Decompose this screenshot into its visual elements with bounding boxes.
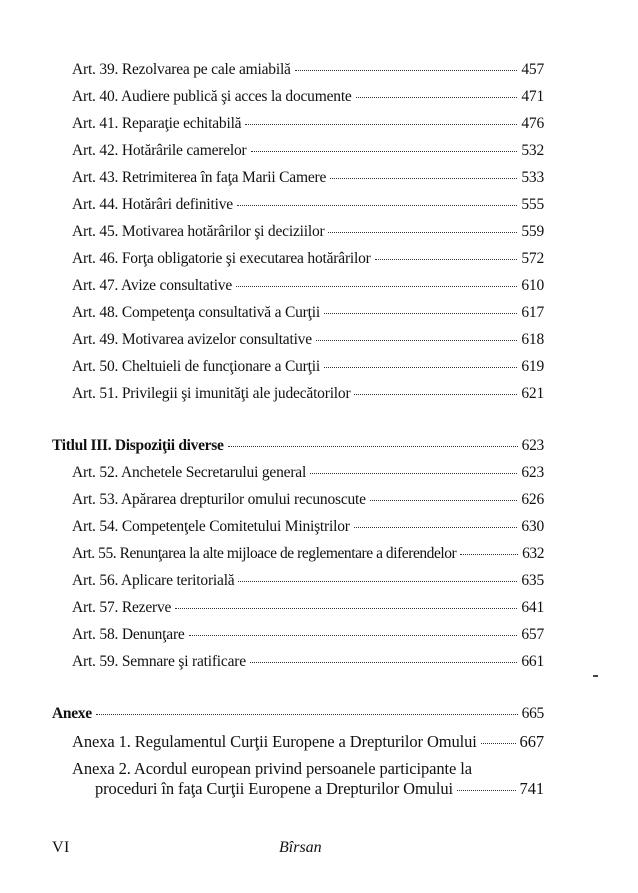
entry-page: 667 [519,732,544,751]
entry-label: proceduri în faţa Curţii Europene a Drepturilor Omului [95,779,453,798]
toc-entry-art-46[interactable] [72,250,544,268]
dot-leader [328,232,517,233]
dot-leader [370,500,518,501]
entry-label: Art. 52. Anchetele Secretarului general [72,464,307,481]
toc-entry-art-44[interactable] [72,196,544,214]
dot-leader [354,394,517,395]
entry-page: 610 [521,277,544,294]
toc-entry-art-50[interactable] [72,358,544,376]
entry-label: Art. 40. Audiere publică şi acces la documente [72,88,352,105]
toc-entry-art-57[interactable] [72,599,544,617]
entry-label: Art. 49. Motivarea avizelor consultative [72,331,312,348]
entry-page: 618 [521,331,544,348]
dot-leader [175,608,517,609]
dot-leader [189,635,518,636]
toc-entry-title-3[interactable] [52,437,544,455]
dot-leader [324,367,517,368]
entry-page: 555 [521,196,544,213]
toc-entry-art-40[interactable] [72,88,544,106]
entry-page: 533 [521,169,544,186]
running-footer-author: Bîrsan [279,839,322,856]
toc-entry-art-43[interactable] [72,169,544,187]
entry-page: 532 [521,142,544,159]
dot-leader [251,151,518,152]
toc-entry-art-58[interactable] [72,626,544,644]
entry-label: Art. 50. Cheltuieli de funcţionare a Curţii [72,358,320,375]
entry-page: 641 [521,599,544,616]
entry-label: Art. 56. Aplicare teritorială [72,572,235,589]
toc-entry-annex-2[interactable] [95,780,544,798]
entry-page: 623 [521,437,544,454]
toc-entry-art-53[interactable] [72,491,544,509]
entry-page: 632 [522,545,544,562]
toc-entry-art-56[interactable] [72,572,544,590]
dot-leader [228,446,518,447]
dot-leader [316,340,517,341]
entry-page: 741 [519,779,544,798]
dot-leader [460,554,518,555]
entry-page: 626 [521,491,544,508]
entry-page: 617 [521,304,544,321]
dot-leader [330,178,517,179]
entry-page: 630 [521,518,544,535]
entry-page: 623 [521,464,544,481]
toc-entry-art-52[interactable] [72,464,544,482]
dot-leader [324,313,517,314]
dot-leader [310,473,517,474]
toc-entry-annex-1-row[interactable] [72,733,544,751]
toc-entry-annex-2-line1[interactable]: Anexa 2. Acordul european privind persoanele participante la [72,759,472,778]
entry-label: Art. 44. Hotărâri definitive [72,196,233,213]
toc-entry-art-49[interactable] [72,331,544,349]
dot-leader [481,743,516,744]
section-title: Titlul III. Dispoziţii diverse [52,437,224,454]
entry-label: Art. 48. Competenţa consultativă a Curţii [72,304,320,321]
entry-label: Art. 46. Forţa obligatorie şi executarea hotărârilor [72,250,371,267]
entry-label: Anexa 1. Regulamentul Curţii Europene a Drepturilor Omului [72,732,477,751]
entry-label: Art. 39. Rezolvarea pe cale amiabilă [72,61,291,78]
toc-entry-art-41[interactable] [72,115,544,133]
dot-leader [236,286,517,287]
toc-entry-art-54[interactable] [72,518,544,536]
entry-page: 621 [521,385,544,402]
dot-leader [238,581,517,582]
page-number: VI [52,839,70,856]
toc-entry-annexes[interactable] [52,705,544,723]
entry-page: 572 [521,250,544,267]
dot-leader [354,527,518,528]
toc-entry-art-39[interactable] [72,61,544,79]
dot-leader [375,259,518,260]
toc-entry-art-45[interactable] [72,223,544,241]
stray-mark [593,675,598,677]
entry-page: 457 [521,61,544,78]
toc-entry-art-47[interactable] [72,277,544,295]
entry-page: 619 [521,358,544,375]
toc-entry-art-55[interactable] [72,545,544,563]
toc-entry-art-42[interactable] [72,142,544,160]
dot-leader [237,205,517,206]
entry-label: Art. 54. Competenţele Comitetului Miniştrilor [72,518,350,535]
dot-leader [295,70,518,71]
entry-page: 559 [521,223,544,240]
entry-label: Art. 47. Avize consultative [72,277,233,294]
entry-label: Art. 58. Denunţare [72,626,185,643]
entry-label: Art. 41. Reparaţie echitabilă [72,115,242,132]
entry-page: 635 [521,572,544,589]
entry-label: Art. 42. Hotărârile camerelor [72,142,247,159]
entry-label: Art. 43. Retrimiterea în faţa Marii Camere [72,169,327,186]
entry-label: Art. 53. Apărarea drepturilor omului recunoscute [72,491,366,508]
toc-entry-art-48[interactable] [72,304,544,322]
dot-leader [250,662,517,663]
dot-leader [457,790,516,791]
toc-entry-art-59[interactable] [72,653,544,671]
entry-label: Art. 59. Semnare şi ratificare [72,653,246,670]
entry-page: 661 [521,653,544,670]
entry-page: 471 [521,88,544,105]
dot-leader [96,714,518,715]
dot-leader [356,97,518,98]
entry-page: 665 [521,705,544,722]
entry-label: Art. 57. Rezerve [72,599,172,616]
entry-label: Art. 55. Renunţarea la alte mijloace de reglementare a diferendelor [72,545,457,562]
entry-page: 476 [521,115,544,132]
section-title: Anexe [52,705,92,722]
dot-leader [245,124,517,125]
entry-page: 657 [521,626,544,643]
toc-entry-art-51[interactable] [72,385,544,403]
entry-label: Art. 51. Privilegii şi imunităţi ale judecătorilor [72,385,351,402]
entry-label: Art. 45. Motivarea hotărârilor şi deciziilor [72,223,325,240]
